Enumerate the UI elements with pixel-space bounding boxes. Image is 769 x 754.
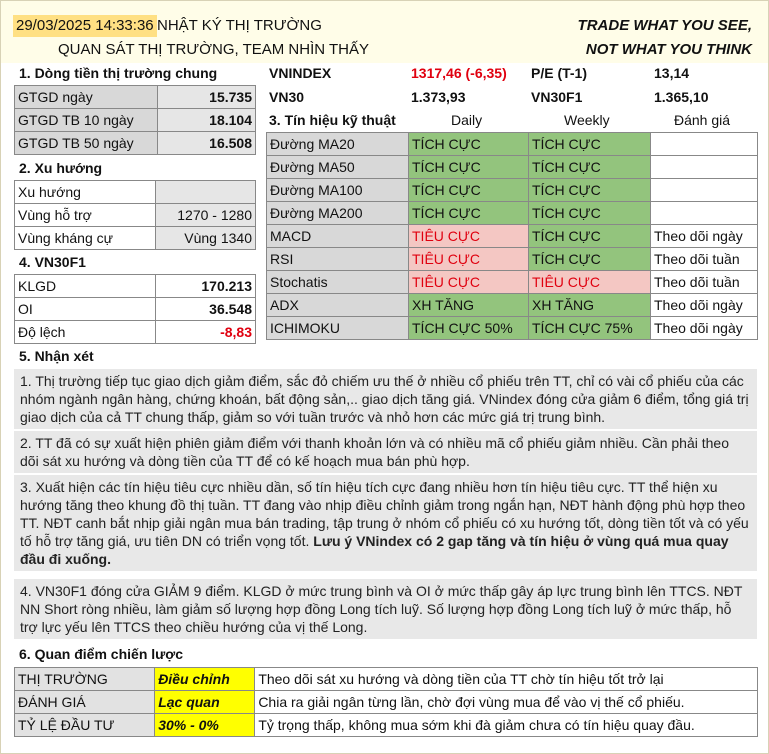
note-4: 4. VN30F1 đóng cửa GIẢM 9 điểm. KLGD ở mức trung bình và OI ở mức thấp gây áp lực trung bình lên TTCS. NĐT NN Short ròng nhiều, làm giảm số lượng hợp đồng Long tích luỹ. Số lượng hợp đồng Long tích luỹ ở mức thấp, hỗ trợ lực yếu lên TTCS theo chiều hướng của vị thế Long. — [14, 579, 757, 639]
table-row — [267, 202, 758, 225]
cashflow-value: 16.508 — [158, 132, 256, 155]
vn30f1-value: 170.213 — [156, 275, 256, 298]
vn30f1-label: Độ lệch — [15, 321, 156, 344]
weekly-signal: TÍCH CỰC — [529, 179, 651, 202]
note-3 — [14, 475, 757, 571]
cashflow-label: GTGD TB 10 ngày — [15, 109, 158, 132]
vnindex-label: VNINDEX — [269, 65, 332, 81]
table-row — [15, 691, 758, 714]
col-daily-header: Daily — [451, 112, 483, 128]
strategy-key: Điều chỉnh — [155, 668, 255, 691]
daily-signal: TÍCH CỰC — [409, 133, 529, 156]
weekly-signal: TIÊU CỰC — [529, 271, 651, 294]
technical-signals-table — [266, 132, 758, 340]
signal-eval — [651, 156, 758, 179]
vn30f1-value: -8,83 — [156, 321, 256, 344]
strategy-table — [14, 667, 758, 737]
vn30-label: VN30 — [269, 89, 305, 105]
section-5-title: 5. Nhận xét — [19, 348, 94, 364]
table-row — [15, 321, 256, 344]
cashflow-table — [14, 85, 256, 155]
col-weekly-header: Weekly — [564, 112, 610, 128]
strategy-desc: Chia ra giải ngân từng lần, chờ đợi vùng mua để vào vị thế cổ phiếu. — [255, 691, 758, 714]
indicator-name: Đường MA20 — [267, 133, 409, 156]
journal-subtitle: QUAN SÁT THỊ TRƯỜNG, TEAM NHÌN THẤY — [58, 41, 369, 58]
table-row — [15, 227, 256, 250]
table-row — [267, 317, 758, 340]
trend-label: Vùng hỗ trợ — [15, 204, 156, 227]
pe-value: 13,14 — [654, 65, 690, 81]
vn30f1-table — [14, 274, 256, 344]
daily-signal: TÍCH CỰC — [409, 156, 529, 179]
slogan-line-2: NOT WHAT YOU THINK — [585, 41, 752, 58]
indicator-name: ADX — [267, 294, 409, 317]
strategy-key: 30% - 0% — [155, 714, 255, 737]
section-1-title: 1. Dòng tiền thị trường chung — [19, 65, 218, 81]
strategy-label: THỊ TRƯỜNG — [15, 668, 155, 691]
vnindex-value: 1317,46 (-6,35) — [411, 65, 507, 81]
weekly-signal: TÍCH CỰC — [529, 133, 651, 156]
indicator-name: Đường MA100 — [267, 179, 409, 202]
section-4-title: 4. VN30F1 — [19, 254, 86, 270]
trend-value: 1270 - 1280 — [156, 204, 256, 227]
indicator-name: Stochatis — [267, 271, 409, 294]
trend-table — [14, 180, 256, 250]
table-row — [15, 275, 256, 298]
table-row — [267, 225, 758, 248]
indicator-name: RSI — [267, 248, 409, 271]
daily-signal: TIÊU CỰC — [409, 225, 529, 248]
slogan-line-1: TRADE WHAT YOU SEE, — [577, 17, 752, 34]
trend-value: Vùng 1340 — [156, 227, 256, 250]
signal-eval — [651, 133, 758, 156]
cashflow-label: GTGD TB 50 ngày — [15, 132, 158, 155]
cashflow-label: GTGD ngày — [15, 86, 158, 109]
vn30f1-label: KLGD — [15, 275, 156, 298]
vn30-value: 1.373,93 — [411, 89, 466, 105]
daily-signal: TIÊU CỰC — [409, 271, 529, 294]
vn30f1-value: 36.548 — [156, 298, 256, 321]
table-row — [267, 248, 758, 271]
strategy-label: TỶ LỆ ĐẦU TƯ — [15, 714, 155, 737]
trend-label: Vùng kháng cự — [15, 227, 156, 250]
daily-signal: TÍCH CỰC 50% — [409, 317, 529, 340]
datetime-badge: 29/03/2025 14:33:36 — [13, 15, 157, 37]
daily-signal: TÍCH CỰC — [409, 202, 529, 225]
weekly-signal: XH TĂNG — [529, 294, 651, 317]
table-row — [267, 156, 758, 179]
vn30f1-value: 1.365,10 — [654, 89, 709, 105]
section-2-title: 2. Xu hướng — [19, 160, 103, 176]
table-row — [15, 181, 256, 204]
table-row — [15, 132, 256, 155]
signal-eval: Theo dõi tuần — [651, 271, 758, 294]
weekly-signal: TÍCH CỰC 75% — [529, 317, 651, 340]
indicator-name: MACD — [267, 225, 409, 248]
note-2: 2. TT đã có sự xuất hiện phiên giảm điểm với thanh khoản lớn và có nhiều mã cổ phiếu giảm nhiều. Cần phải theo dõi sát xu hướng và dòng tiền của TT để có kế hoạch mua bán phù hợp. — [14, 431, 757, 473]
table-row — [15, 714, 758, 737]
weekly-signal: TÍCH CỰC — [529, 156, 651, 179]
col-eval-header: Đánh giá — [674, 112, 731, 128]
signal-eval: Theo dõi ngày — [651, 225, 758, 248]
table-row — [267, 294, 758, 317]
daily-signal: TIÊU CỰC — [409, 248, 529, 271]
trend-value — [156, 181, 256, 204]
trend-label: Xu hướng — [15, 181, 156, 204]
daily-signal: TÍCH CỰC — [409, 179, 529, 202]
header — [1, 1, 768, 63]
table-row — [15, 204, 256, 227]
weekly-signal: TÍCH CỰC — [529, 202, 651, 225]
section-3-title: 3. Tín hiệu kỹ thuật — [269, 112, 396, 128]
table-row — [15, 298, 256, 321]
note-3-emphasis: Lưu ý VNindex có 2 gap tăng và tín hiệu ở vùng quá mua quay đầu đi xuống. — [20, 533, 729, 567]
signal-eval: Theo dõi ngày — [651, 317, 758, 340]
indicator-name: ICHIMOKU — [267, 317, 409, 340]
journal-title: NHẬT KÝ THỊ TRƯỜNG — [157, 17, 322, 34]
section-6-title: 6. Quan điểm chiến lược — [19, 646, 184, 662]
indicator-name: Đường MA200 — [267, 202, 409, 225]
table-row — [267, 179, 758, 202]
daily-signal: XH TĂNG — [409, 294, 529, 317]
strategy-key: Lạc quan — [155, 691, 255, 714]
strategy-desc: Theo dõi sát xu hướng và dòng tiền của TT chờ tín hiệu tốt trở lại — [255, 668, 758, 691]
cashflow-value: 18.104 — [158, 109, 256, 132]
signal-eval — [651, 202, 758, 225]
signal-eval: Theo dõi tuần — [651, 248, 758, 271]
table-row — [267, 271, 758, 294]
table-row — [267, 133, 758, 156]
indicator-name: Đường MA50 — [267, 156, 409, 179]
table-row — [15, 668, 758, 691]
table-row — [15, 86, 256, 109]
weekly-signal: TÍCH CỰC — [529, 248, 651, 271]
signal-eval — [651, 179, 758, 202]
note-1: 1. Thị trường tiếp tục giao dịch giảm điểm, sắc đỏ chiếm ưu thế ở nhiều cổ phiếu trên TT, chỉ có vài cổ phiếu của các nhóm ngành ngân hàng, chứng khoán, bất động sản,.. giao dịch tăng giá. VNindex đóng cửa giảm 6 điểm, tổng giá trị giao dịch của cả TT chung thấp, giảm so với tuần trước và nhỏ hơn các mức giá trị trung bình. — [14, 369, 757, 429]
note-3-text: 3. Xuất hiện các tín hiệu tiêu cực nhiều dần, số tín hiệu tích cực đang nhiều hơn tín hiệu tiêu cực. TT thể hiện xu hướng tăng theo khung đồ thị tuần. TT đang vào nhịp điều chỉnh giảm trong ngắn hạn, NĐT hành động phù hợp theo TT. NĐT canh bắt nhịp giải ngân mua bán trading, tập trung ở nhóm cổ phiếu có xu hướng tốt, dòng tiền tốt và có yếu tố hỗ trợ tăng giá, ưu tiên DN có triển vọng tốt. — [20, 479, 749, 549]
strategy-label: ĐÁNH GIÁ — [15, 691, 155, 714]
table-row — [15, 109, 256, 132]
vn30f1-label: VN30F1 — [531, 89, 583, 105]
weekly-signal: TÍCH CỰC — [529, 225, 651, 248]
strategy-desc: Tỷ trọng thấp, không mua sớm khi đà giảm chưa có tín hiệu quay đầu. — [255, 714, 758, 737]
signal-eval: Theo dõi ngày — [651, 294, 758, 317]
vn30f1-label: OI — [15, 298, 156, 321]
pe-label: P/E (T-1) — [531, 65, 588, 81]
cashflow-value: 15.735 — [158, 86, 256, 109]
